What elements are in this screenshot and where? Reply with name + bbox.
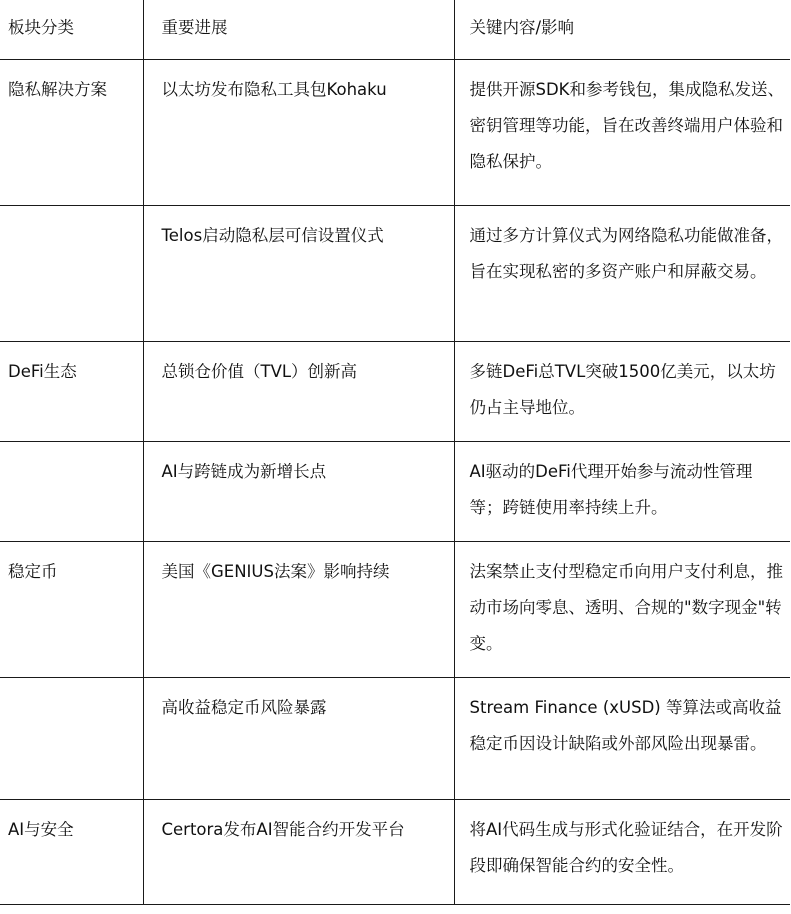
- cell-category: [0, 442, 143, 542]
- table-row: [0, 60, 790, 206]
- cell-progress: Certora发布AI智能合约开发平台: [143, 800, 454, 905]
- table-row: [0, 206, 790, 342]
- cell-progress: 美国《GENIUS法案》影响持续: [143, 542, 454, 678]
- cell-progress: 高收益稳定币风险暴露: [143, 678, 454, 800]
- cell-progress: 以太坊发布隐私工具包Kohaku: [143, 60, 454, 206]
- table-row: [0, 678, 790, 800]
- cell-impact: 将AI代码生成与形式化验证结合，在开发阶段即确保智能合约的安全性。: [454, 800, 790, 905]
- cell-progress: AI与跨链成为新增长点: [143, 442, 454, 542]
- cell-category: [0, 678, 143, 800]
- table-row: [0, 800, 790, 905]
- cell-impact: 多链DeFi总TVL突破1500亿美元，以太坊仍占主导地位。: [454, 342, 790, 442]
- cell-progress: 总锁仓价值（TVL）创新高: [143, 342, 454, 442]
- cell-category: DeFi生态: [0, 342, 143, 442]
- table-row: [0, 542, 790, 678]
- table-row: [0, 442, 790, 542]
- cell-impact: Stream Finance (xUSD) 等算法或高收益稳定币因设计缺陷或外部风险出现暴雷。: [454, 678, 790, 800]
- header-progress: 重要进展: [143, 0, 454, 60]
- cell-progress: Telos启动隐私层可信设置仪式: [143, 206, 454, 342]
- cell-category: AI与安全: [0, 800, 143, 905]
- cell-impact: 通过多方计算仪式为网络隐私功能做准备，旨在实现私密的多资产账户和屏蔽交易。: [454, 206, 790, 342]
- cell-category: 稳定币: [0, 542, 143, 678]
- header-category: 板块分类: [0, 0, 143, 60]
- cell-impact: 法案禁止支付型稳定币向用户支付利息，推动市场向零息、透明、合规的"数字现金"转变。: [454, 542, 790, 678]
- cell-impact: 提供开源SDK和参考钱包，集成隐私发送、密钥管理等功能，旨在改善终端用户体验和隐私保护。: [454, 60, 790, 206]
- cell-category: [0, 206, 143, 342]
- cell-impact: AI驱动的DeFi代理开始参与流动性管理等；跨链使用率持续上升。: [454, 442, 790, 542]
- cell-category: 隐私解决方案: [0, 60, 143, 206]
- header-impact: 关键内容/影响: [454, 0, 790, 60]
- table-header-row: [0, 0, 790, 60]
- table-row: [0, 342, 790, 442]
